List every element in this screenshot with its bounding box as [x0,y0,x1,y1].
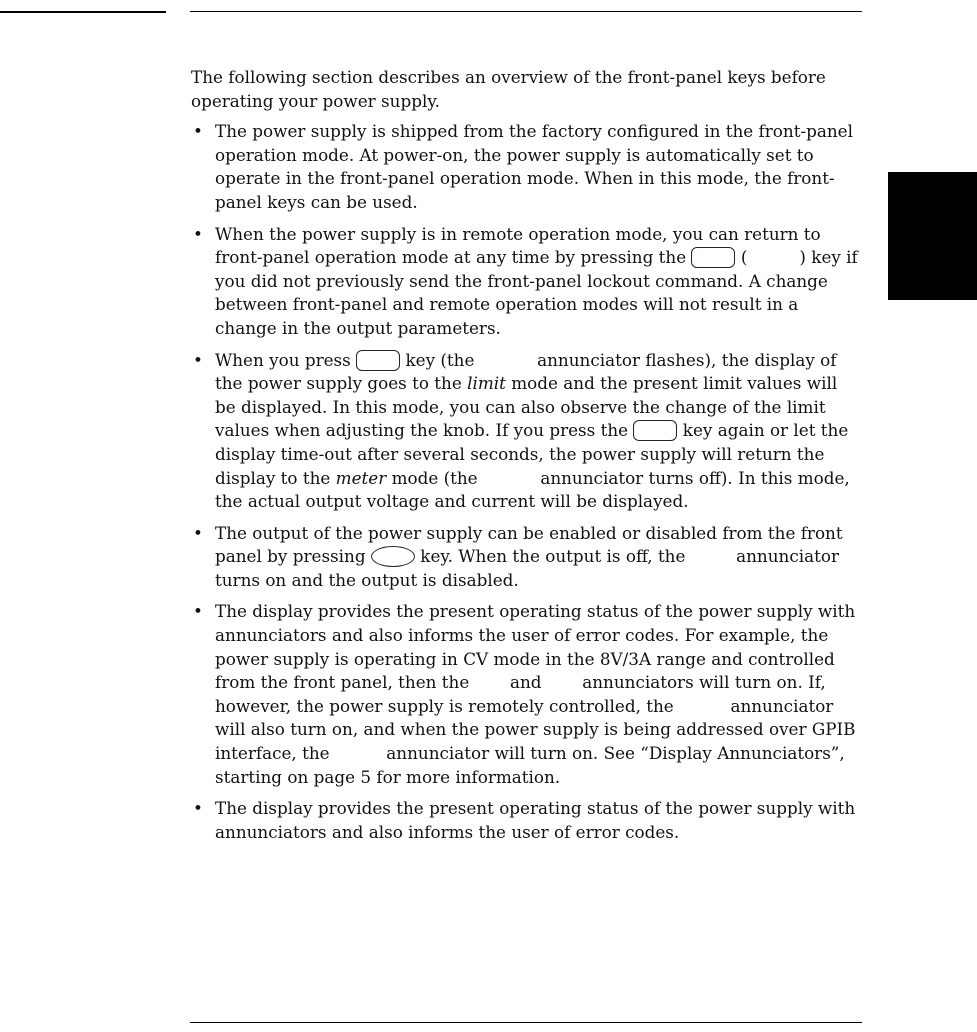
list-item [191,600,863,789]
bullet-text: mode and the present limit values will be displayed. In this mode, you can also observe the change of the limit values when adjusting the knob. If you press the [215,373,838,441]
intro-paragraph: The following section describes an overview of the front-panel keys before operating your power supply. [191,67,826,111]
bullet-text: ( [740,247,748,268]
bullet-text: The display provides the present operating status of the power supply with annunciators and also informs the user of error codes. [215,798,856,842]
bullet-text: The display provides the present operating status of the power supply with annunciators and also informs the user of error codes. For example, the power supply is operating in CV mode in the 8V/3A range and controlled from the front panel, then the [215,601,856,693]
output-key-icon [371,546,415,567]
header-rule-left [0,11,166,13]
header-rule [190,11,862,12]
meter-mode-term: meter [335,467,387,488]
bullet-icon: • [193,349,203,370]
bullet-text: and [509,672,542,693]
list-item [191,522,863,593]
bullet-text: When the power supply is in remote operation mode, you can return to front-panel operation mode at any time by pressing the [215,223,821,268]
bullet-text: annunciator will turn on. See “Display Annunciators”, starting on page 5 for more information. [215,743,845,787]
bullet-text: key. When the output is off, the [420,546,686,567]
list-item [191,120,863,214]
bullet-icon: • [193,798,203,819]
bullet-text: The power supply is shipped from the factory configured in the front-panel operation mode. At power-on, the power supply is automatically set to operate in the front-panel operation mode. When in this mode, the front-panel keys can be used. [215,121,853,212]
bullet-text: key (the [405,349,475,370]
bullet-text: annunciators will turn on. If, however, the power supply is remotely controlled, the [215,672,826,716]
chapter-thumb-tab [888,172,977,300]
bullet-text: ) key if you did not previously send the front-panel lockout command. A change between front-panel and remote operation modes will not result in a change in the output parameters. [215,247,858,338]
bullet-icon: • [193,601,203,622]
bullet-text: annunciator turns on and the output is disabled. [215,546,839,590]
list-item [191,223,863,341]
bullet-icon: • [193,223,203,244]
bullet-list [191,120,863,844]
bullet-text: mode (the [391,467,478,488]
list-item [191,349,863,514]
bullet-text: key again or let the display time-out after several seconds, the power supply will return the display to the [215,420,849,488]
bullet-text: When you press [215,349,351,370]
list-item [191,797,863,844]
local-key-icon [691,247,735,268]
footer-rule [190,1022,862,1023]
bullet-icon: • [193,121,203,142]
display-limit-key-icon [633,420,677,441]
bullet-text: annunciator will also turn on, and when the power supply is being addressed over GPIB interface, the [215,695,856,764]
bullet-icon: • [193,522,203,543]
bullet-text: annunciator flashes), the display of the power supply goes to the [215,349,837,394]
display-limit-key-icon [356,350,400,371]
page-content [191,66,863,852]
bullet-text: annunciator turns off). In this mode, the actual output voltage and current will be displayed. [215,467,850,512]
bullet-text: The output of the power supply can be enabled or disabled from the front panel by pressing [215,522,843,567]
limit-mode-term: limit [467,373,506,394]
